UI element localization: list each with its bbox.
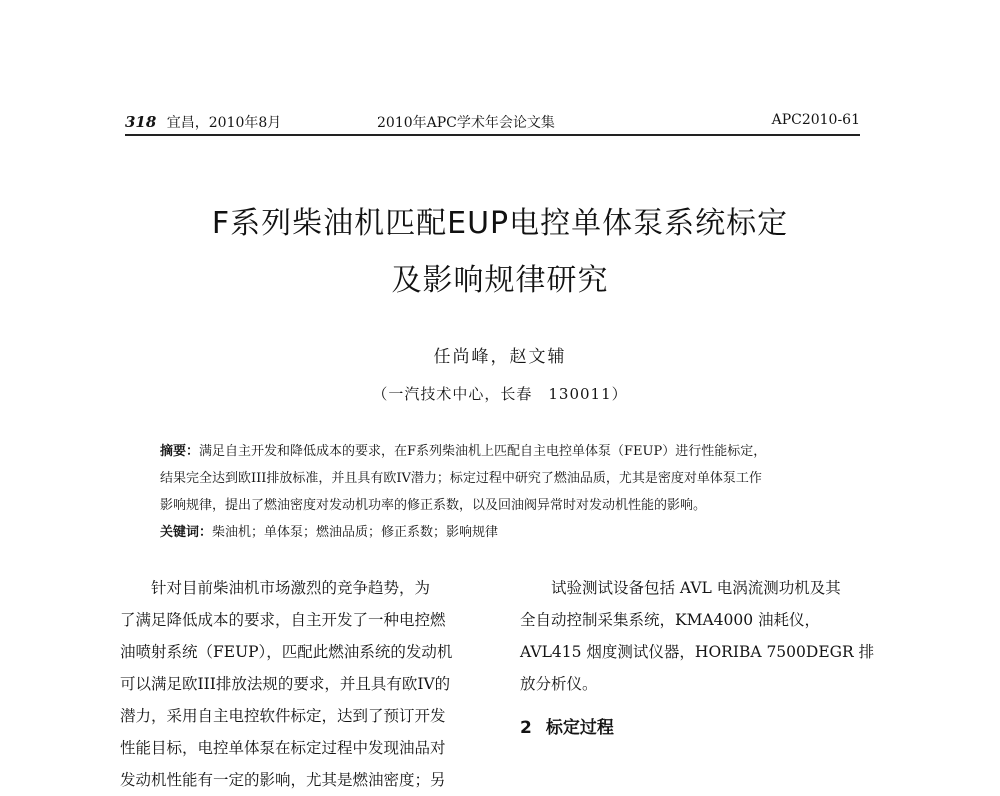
body-right-column	[520, 572, 890, 700]
body-left-column	[120, 572, 490, 796]
body-line: 发动机性能有一定的影响，尤其是燃油密度；另	[120, 771, 446, 789]
body-line: AVL415 烟度测试仪器，HORIBA 7500DEGR 排	[520, 643, 875, 661]
section-heading	[520, 713, 614, 738]
abstract-line	[160, 438, 850, 465]
abstract-text: 满足自主开发和降低成本的要求，在F系列柴油机上匹配自主电控单体泵（FEUP）进行性能标定，	[199, 444, 767, 459]
title-line-1: F系列柴油机匹配EUP电控单体泵系统标定	[211, 206, 789, 241]
body-line: 试验测试设备包括 AVL 电涡流测功机及其	[551, 579, 841, 597]
body-line: 了满足降低成本的要求，自主开发了一种电控燃	[120, 611, 446, 629]
body-line: 油喷射系统（FEUP），匹配此燃油系统的发动机	[120, 643, 453, 661]
keywords-label: 关键词：	[160, 525, 213, 540]
body-line: 潜力，采用自主电控软件标定，达到了预订开发	[120, 707, 446, 725]
body-line: 性能目标，电控单体泵在标定过程中发现油品对	[120, 739, 446, 757]
location-date: 宜昌，2010年8月	[166, 115, 282, 131]
abstract-line: 结果完全达到欧III排放标准，并且具有欧IV潜力；标定过程中研究了燃油品质，尤其是密度对单体泵工作	[160, 471, 762, 486]
keywords-line	[160, 519, 850, 546]
title-line-2: 及影响规律研究	[391, 263, 609, 298]
running-header	[125, 112, 860, 136]
body-line: 针对目前柴油机市场激烈的竞争趋势，为	[151, 579, 431, 597]
authors: 任尚峰，赵文辅	[433, 347, 567, 367]
abstract	[160, 438, 850, 546]
body-line: 全自动控制采集系统，KMA4000 油耗仪，	[520, 611, 821, 629]
section-number: 2	[520, 718, 532, 738]
abstract-label: 摘要：	[160, 444, 200, 459]
abstract-line: 影响规律，提出了燃油密度对发动机功率的修正系数，以及回油阀异常时对发动机性能的影响。	[160, 498, 707, 513]
affiliation: （一汽技术中心，长春 130011）	[372, 385, 628, 403]
paper-id: APC2010-61	[771, 112, 860, 128]
proceedings-title: 2010年APC学术年会论文集	[377, 115, 555, 131]
section-title: 标定过程	[545, 718, 614, 738]
body-line: 放分析仪。	[520, 675, 598, 693]
header-left	[125, 112, 281, 132]
keywords: 柴油机；单体泵；燃油品质；修正系数；影响规律	[212, 525, 499, 540]
body-line: 可以满足欧III排放法规的要求，并且具有欧IV的	[120, 675, 451, 693]
page-number: 318	[125, 113, 157, 131]
